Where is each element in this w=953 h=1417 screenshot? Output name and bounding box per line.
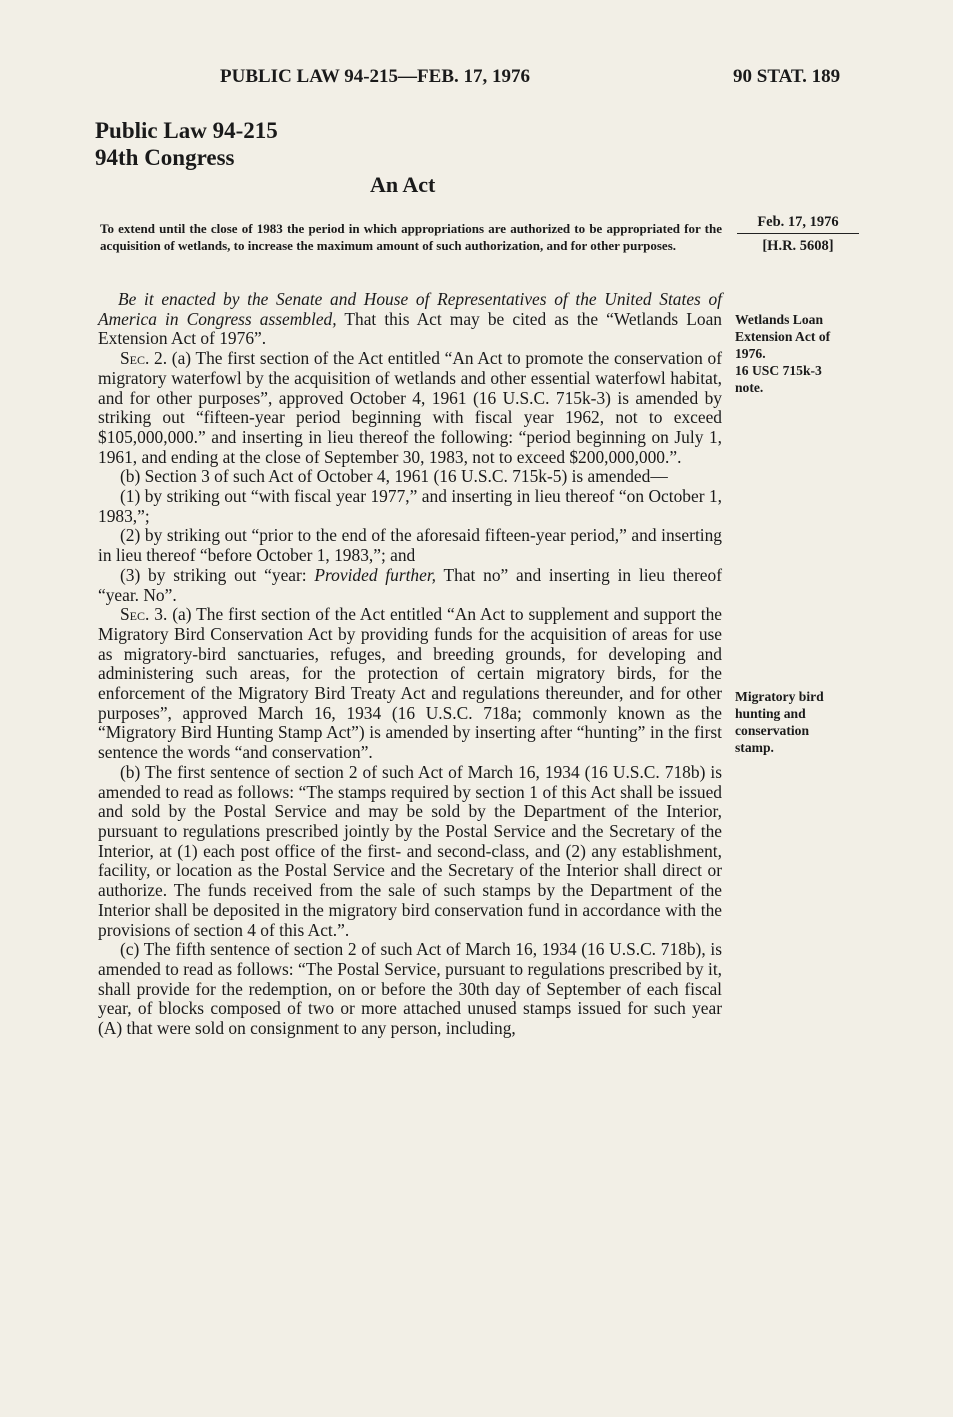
running-header [0, 66, 953, 90]
enacting-clause [98, 290, 722, 349]
public-law-heading [95, 117, 278, 171]
item-italic-text: Provided further, [314, 564, 437, 585]
enactment-date: Feb. 17, 1976 [737, 212, 859, 234]
act-summary: To extend until the close of 1983 the period in which appropriations are authorized to be appropriated for the acquisition of wetlands, to increase the maximum amount of such authorization, and for other purposes. [100, 221, 722, 253]
margin-note-line: hunting and [735, 706, 806, 721]
margin-note-line: Migratory bird [735, 689, 824, 704]
margin-note-line: note. [735, 380, 764, 395]
section-2b: (b) Section 3 of such Act of October 4, 1961 (16 U.S.C. 715k-5) is amended— [120, 466, 668, 487]
margin-note-line: 1976. [735, 346, 766, 361]
statute-page-ref: 90 STAT. 189 [733, 66, 841, 87]
section-3b: (b) The first sentence of section 2 of such Act of March 16, 1934 (16 U.S.C. 718b) is amended to read as follows: “The stamps required by section 1 of this Act shall be issued and sold by the Postal Service and may be sold by the Department of the Interior, pursuant to regulations prescribed jointly by the Postal Service and the Secretary of the Interior, at (1) each post office of the first- and second-class, and (2) any establishment, facility, or location as the Postal Service and the Secretary of the Interior shall direct or authorize. The funds received from the sale of such stamps by the Department of the Interior shall be deposited in the migratory bird conservation fund in accordance with the provisions of section 4 of this Act.”. [98, 761, 722, 940]
item-text: That no” and inserting in lieu thereof “year. No”. [98, 564, 722, 605]
item-text: (3) by striking out “year: [120, 564, 315, 585]
section-3a [98, 605, 722, 763]
margin-note-line: 16 USC 715k-3 [735, 363, 822, 378]
margin-note-line: conservation [735, 723, 810, 738]
short-title-text: That this Act may be cited as the “Wetlands Loan Extension Act of 1976”. [98, 308, 723, 349]
margin-note-short-title [735, 311, 859, 396]
bill-number: [H.R. 5608] [762, 238, 834, 254]
section-label: Sec. 3. [120, 604, 168, 625]
margin-note-stamp [735, 688, 859, 756]
section-label: Sec. 2. [120, 348, 168, 369]
section-text: (a) The first section of the Act entitled “An Act to promote the conservation of migratory waterfowl by the acquisition of wetlands and other essential waterfowl habitat, and for other purposes”, approved October 4, 1961 (16 U.S.C. 715k-3) is amended by striking out “fifteen-year period beginning with fiscal year 1962, not to exceed $105,000,000.” and inserting in lieu thereof the following: “period beginning on July 1, 1961, and ending at the close of September 30, 1983, not to exceed $200,000,000.”. [98, 348, 722, 467]
enacting-formula: Be it enacted by the Senate and House of Representatives of the United States of America in Congress assembled, [98, 289, 722, 329]
section-2b-item-3 [98, 566, 722, 605]
section-2a [98, 349, 722, 467]
act-body [98, 290, 722, 1039]
margin-note-line: Extension Act of [735, 329, 831, 344]
section-2b-item-1: (1) by striking out “with fiscal year 1977,” and inserting in lieu thereof “on October 1, 1983,”; [98, 486, 722, 526]
section-3c: (c) The fifth sentence of section 2 of such Act of March 16, 1934 (16 U.S.C. 718b), is amended to read as follows: “The Postal Service, pursuant to regulations prescribed by it, shall provide for the redemption, on or before the 30th day of September of each fiscal year, of blocks composed of two or more attached unused stamps issued for such year (A) that were sold on consignment to any person, including, [98, 939, 722, 1039]
running-title: PUBLIC LAW 94-215—FEB. 17, 1976 [220, 66, 531, 87]
section-2b-item-2: (2) by striking out “prior to the end of the aforesaid fifteen-year period,” and inserting in lieu thereof “before October 1, 1983,”; and [98, 525, 722, 566]
act-title: An Act [370, 172, 436, 197]
congress-number: 94th Congress [95, 145, 235, 170]
section-text: (a) The first section of the Act entitled “An Act to supplement and support the Migratory Bird Conservation Act by providing funds for the acquisition of areas for use as migratory-bird sanctuaries, refuges, and breeding grounds, for developing and administering such areas, for the protection of certain migratory birds, for the enforcement of the Migratory Bird Treaty Act and regulations thereunder, and for other purposes”, approved March 16, 1934 (16 U.S.C. 718a; commonly known as the “Migratory Bird Hunting Stamp Act”) is amended by inserting after “hunting” in the first sentence the words “and conservation”. [98, 604, 722, 763]
margin-note-line: Wetlands Loan [735, 312, 824, 327]
margin-date-block [737, 212, 859, 256]
margin-note-line: stamp. [735, 740, 774, 755]
public-law-number: Public Law 94-215 [95, 118, 278, 143]
